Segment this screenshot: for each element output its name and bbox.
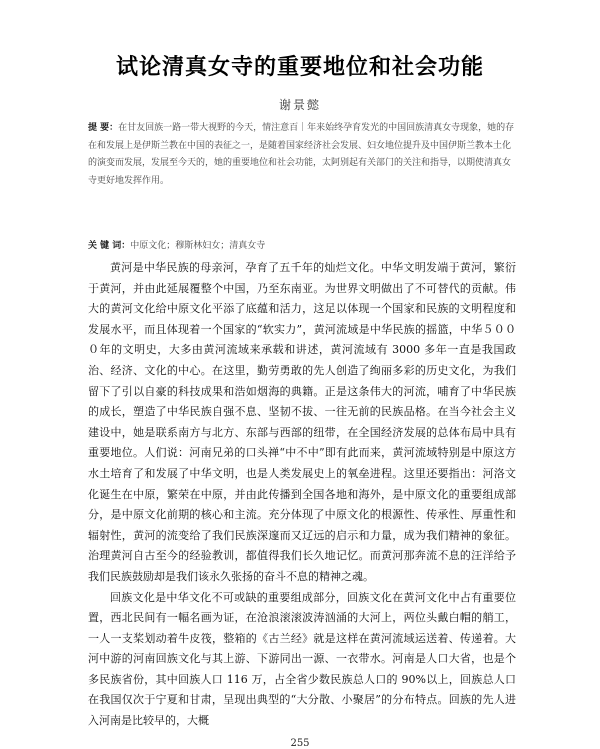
abstract-text: 在甘友回族一路一带大视野的今天，情注意百｜年来始终孕育发光的中国回族清真女寺现象，她的存在和发展上是伊斯兰教在中国的表征之一，是随着国家经济社会发展、妇女地位提升及中国伊斯兰教本土化的演变而发展，发展至今天的，她的重要地位和社会功能，太阿别起有关部门的关注和指导，以期使清真女寺更好地发挥作用。 [88,123,515,186]
keywords-label: 关 键 词： [88,241,131,251]
body-paragraph: 黄河是中华民族的母亲河，孕育了五千年的灿烂文化。中华文明发端于黄河，繁衍于黄河，并由此延展覆整个中国，乃至东南亚。为世界文明做出了不可替代的贡献。伟大的黄河文化给中原文化平添了底蕴和活力，这足以体现一个国家和民族的文明程度和发展水平，而且体现着一个国家的“软实力”，黄河流域是中华民族的摇篮，中华５０００年的文明史，大多由黄河流域来承载和讲述，黄河流域有 3000 多年一直是我国政治、经济、文化的中心。在这里，勤劳勇敢的先人创造了绚丽多彩的历史文化，为我们留下了引以自豪的科技成果和浩如烟海的典籍。正是这条伟大的河流，哺育了中华民族的成长，塑造了中华民族自强不息、坚韧不拔、一往无前的民族品格。在当今社会主义建设中，她是联系南方与北方、东部与西部的纽带，在全国经济发展的总体布局中具有重要地位。人们说：河南兄弟的口头禅“中不中”即有此而来，黄河流域特别是中原这方水土培育了和发展了中华文明，也是人类发展史上的氧垒进程。这里还要指出：河洛文化诞生在中原，繁荣在中原，并由此传播到全国各地和海外，是中原文化的重要组成部分，是中原文化前期的核心和主流。充分体现了中原文化的根源性、传承性、厚重性和辐射性，黄河的流变给了我们民族深邃而又辽远的启示和力量，成为我们精神的象征。治理黄河自古至今的经验教训，都值得我们长久地记忆。而黄河那奔流不息的汪洋给予我们民族鼓励却是我们该永久张扬的奋斗不息的精神之魂。 [88,261,516,583]
body-paragraph: 回族文化是中华文化不可或缺的重要组成部分，回族文化在黄河文化中占有重要位置，西北民间有一幅名画为证，在沧浪滚滚波涛汹涌的大河上，两位头戴白帽的艄工，一人一支桨划动着牛皮筏，整箱的《古兰经》就是这样在黄河流域运送着、传递着。大河中游的河南回族文化与其上游、下游同出一源、一衣带水。河南是人口大省，也是个多民族省份，其中回族人口 116 万，占全省少数民族总人口的 90%以上，回族总人口在我国仅次于宁夏和甘肃，呈现出典型的“大分散、小聚居”的分布特点。回族的先人进入河南是比较早的，大概 [88,590,516,728]
body-text [88,258,516,732]
author-name: 谢景懿 [278,98,321,112]
keywords [88,239,516,253]
abstract [88,120,516,190]
paper-title: 试论清真女寺的重要地位和社会功能 [115,55,484,80]
keywords-text: 中原文化；穆斯林妇女；清真女寺 [130,241,266,251]
abstract-label: 提 要： [88,123,119,133]
page-number: 255 [290,738,310,749]
